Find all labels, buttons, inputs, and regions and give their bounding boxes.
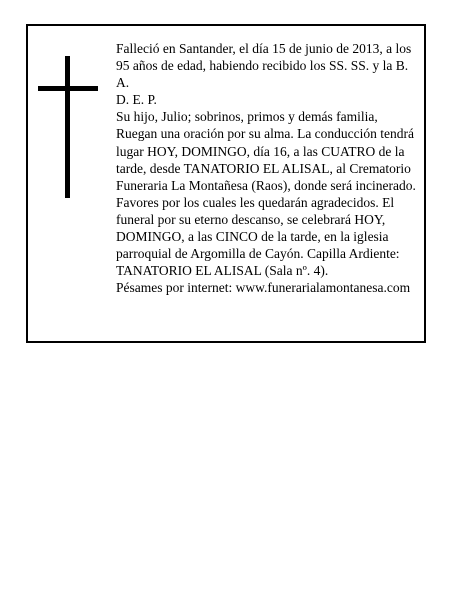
funeral-details: Su hijo, Julio; sobrinos, primos y demás familia, Ruegan una oración por su alma. La conducción tendrá lugar HOY, DOMINGO, día 16, a las CUATRO de la tarde, desde TANATORIO EL ALISAL, al Crematorio Funeraria La Montañesa (Raos), donde será incinerado. Favores por los cuales les quedarán agradecidos. El funeral por su eterno descanso, se celebrará HOY, DOMINGO, a las CINCO de la tarde, en la iglesia parroquial de Argomilla de Cayón. Capilla Ardiente: TANATORIO EL ALISAL (Sala nº. 4). bbox=[116, 109, 416, 279]
cross-icon bbox=[38, 56, 98, 198]
rip-line: D. E. P. bbox=[116, 92, 157, 108]
cross-vertical-bar bbox=[65, 56, 70, 198]
obituary-notice bbox=[26, 24, 426, 343]
notice-text bbox=[116, 40, 418, 296]
cross-horizontal-bar bbox=[38, 86, 98, 91]
condolences-line: Pésames por internet: www.funerarialamontanesa.com bbox=[116, 280, 411, 296]
death-announcement: Falleció en Santander, el día 15 de junio de 2013, a los 95 años de edad, habiendo recibido los SS. SS. y la B. A. bbox=[116, 41, 412, 91]
